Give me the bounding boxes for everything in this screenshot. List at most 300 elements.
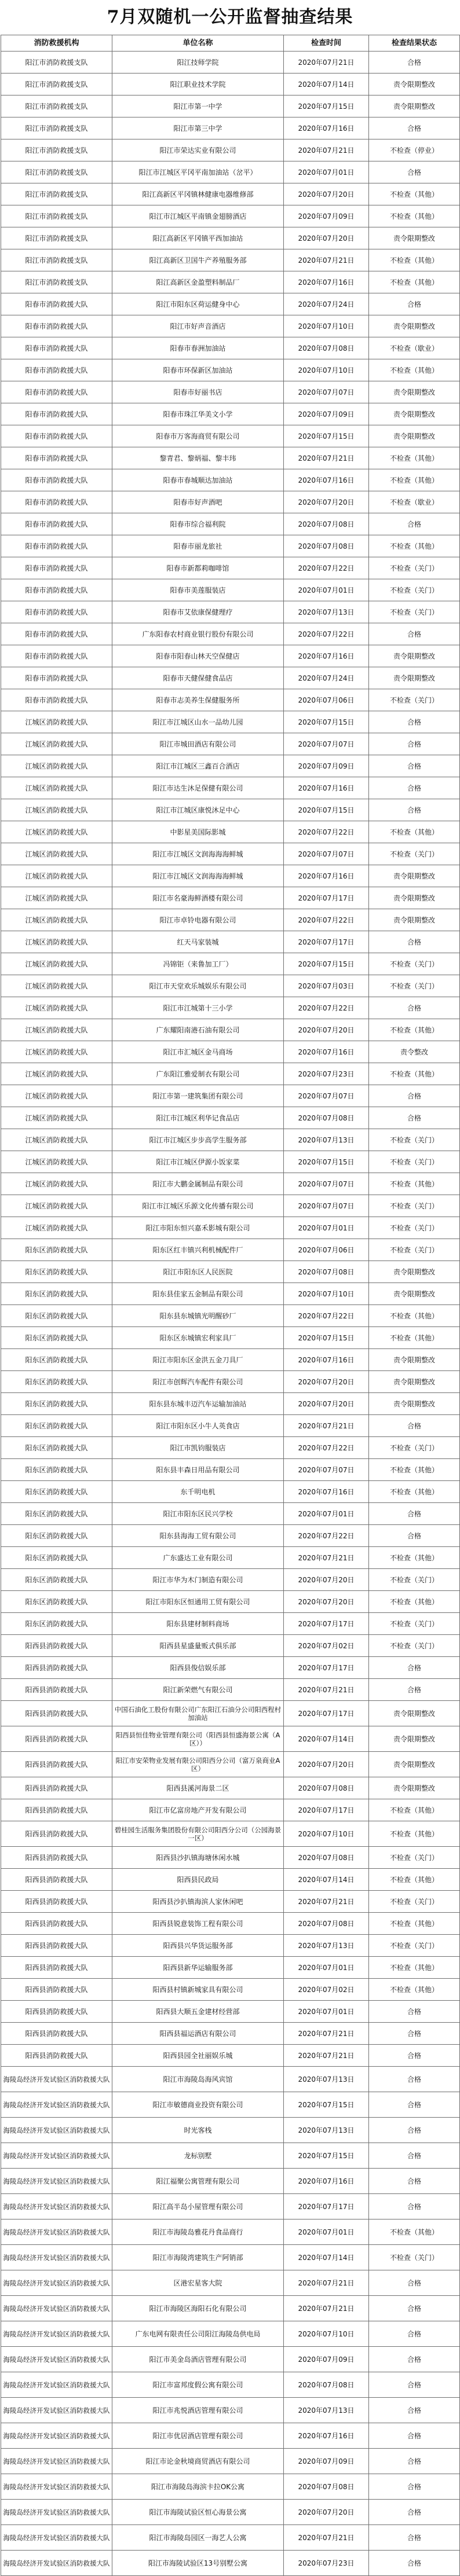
cell-date: 2020年07月21日 — [284, 52, 369, 74]
cell-result: 不检查（关门） — [369, 975, 460, 997]
cell-unit: 阳西县大顺五金建材经营部 — [112, 2001, 284, 2023]
cell-result: 合格 — [369, 777, 460, 799]
table-row — [1, 95, 460, 117]
cell-unit: 阳江市达生沐足保健有限公司 — [112, 777, 284, 799]
cell-result: 合格 — [369, 2023, 460, 2045]
cell-result: 责令限期整改 — [369, 1349, 460, 1371]
cell-unit: 阳江市兆悦酒店管理有限公司 — [112, 2398, 284, 2423]
table-row — [1, 2474, 460, 2500]
table-row — [1, 2169, 460, 2194]
table-row — [1, 953, 460, 975]
table-row — [1, 821, 460, 843]
results-table — [1, 35, 460, 2576]
table-row — [1, 2449, 460, 2474]
cell-unit: 阳江市江城区山水一品幼儿园 — [112, 711, 284, 733]
cell-unit: 阳西县溪河海景二区 — [112, 1777, 284, 1799]
cell-date: 2020年07月07日 — [284, 1195, 369, 1217]
cell-result: 合格 — [369, 1525, 460, 1547]
cell-org: 阳西县消防救援大队 — [1, 1957, 112, 1979]
table-row — [1, 711, 460, 733]
cell-result: 不检查（其他） — [369, 205, 460, 227]
cell-unit: 阳东区东城镇宏利家具厂 — [112, 1327, 284, 1349]
cell-result: 不检查（关门） — [369, 953, 460, 975]
table-row — [1, 1869, 460, 1891]
table-row — [1, 2001, 460, 2023]
cell-result: 合格 — [369, 997, 460, 1019]
cell-org: 江城区消防救援大队 — [1, 865, 112, 887]
cell-date: 2020年07月24日 — [284, 667, 369, 689]
cell-unit: 阳江市好声音酒店 — [112, 315, 284, 337]
cell-unit: 阳江市优居酒店管理有限公司 — [112, 2423, 284, 2449]
cell-unit: 阳江市天堂欢乐城娱乐有限公司 — [112, 975, 284, 997]
cell-unit: 阳春市环保新区加油站 — [112, 359, 284, 381]
cell-unit: 阳西县村镇新城家具有限公司 — [112, 1979, 284, 2001]
cell-org: 海陵岛经济开发试验区消防救援大队 — [1, 2398, 112, 2423]
cell-unit: 阳江市卓铃电器有限公司 — [112, 909, 284, 931]
table-row — [1, 491, 460, 513]
cell-date: 2020年07月09日 — [284, 403, 369, 425]
cell-org: 江城区消防救援大队 — [1, 1151, 112, 1173]
cell-unit: 阳江市第一中学 — [112, 95, 284, 117]
cell-unit: 黎青君、黎炳福、黎丰玮 — [112, 447, 284, 469]
cell-org: 阳春市消防救援大队 — [1, 491, 112, 513]
cell-unit: 阳东县建材制料商场 — [112, 1613, 284, 1635]
cell-unit: 阳江市海陵试验区13号别墅公寓 — [112, 2551, 284, 2576]
cell-unit: 阳江市江城区平冈平南加油站（岔平） — [112, 161, 284, 183]
cell-result: 责令限期整改 — [369, 315, 460, 337]
cell-unit: 阳江市凯钧服装店 — [112, 1437, 284, 1459]
cell-result: 合格 — [369, 623, 460, 645]
cell-org: 阳江市消防救援支队 — [1, 74, 112, 95]
cell-result: 责令限期整改 — [369, 95, 460, 117]
cell-result: 不检查（其他） — [369, 1547, 460, 1569]
cell-result: 责令限期整改 — [369, 909, 460, 931]
cell-date: 2020年07月17日 — [284, 1613, 369, 1635]
table-row — [1, 1891, 460, 1913]
table-row — [1, 1525, 460, 1547]
cell-date: 2020年07月21日 — [284, 1891, 369, 1913]
cell-org: 海陵岛经济开发试验区消防救援大队 — [1, 2525, 112, 2551]
cell-date: 2020年07月21日 — [284, 1547, 369, 1569]
cell-unit: 阳江高新区平冈镇平西加油站 — [112, 227, 284, 249]
cell-result: 不检查（其他） — [369, 535, 460, 557]
table-row — [1, 1752, 460, 1777]
cell-date: 2020年07月09日 — [284, 755, 369, 777]
cell-result: 责令限期整改 — [369, 1371, 460, 1393]
cell-result: 不检查（关门） — [369, 1635, 460, 1657]
cell-unit: 阳春市丽龙旅社 — [112, 535, 284, 557]
cell-result: 合格 — [369, 2092, 460, 2118]
cell-result: 不检查（歇业） — [369, 337, 460, 359]
cell-org: 海陵岛经济开发试验区消防救援大队 — [1, 2118, 112, 2143]
cell-date: 2020年07月17日 — [284, 887, 369, 909]
cell-date: 2020年07月13日 — [284, 601, 369, 623]
cell-org: 江城区消防救援大队 — [1, 799, 112, 821]
cell-unit: 阳江市海陵岛园区一海艺人公寓 — [112, 2525, 284, 2551]
cell-unit: 阳江高半岛小屋管理有限公司 — [112, 2194, 284, 2219]
table-row — [1, 1349, 460, 1371]
cell-date: 2020年07月15日 — [284, 711, 369, 733]
cell-unit: 区港宏星客大院 — [112, 2270, 284, 2296]
table-row — [1, 249, 460, 271]
cell-date: 2020年07月17日 — [284, 1799, 369, 1821]
table-row — [1, 579, 460, 601]
cell-date: 2020年07月06日 — [284, 689, 369, 711]
cell-org: 阳东区消防救援大队 — [1, 1327, 112, 1349]
table-row — [1, 2270, 460, 2296]
cell-org: 江城区消防救援大队 — [1, 1217, 112, 1239]
cell-date: 2020年07月10日 — [284, 315, 369, 337]
cell-org: 阳春市消防救援大队 — [1, 667, 112, 689]
cell-unit: 阳春市万客海商贸有限公司 — [112, 425, 284, 447]
cell-unit: 阳江市富邦度假公寓有限公司 — [112, 2372, 284, 2398]
cell-org: 海陵岛经济开发试验区消防救援大队 — [1, 2474, 112, 2500]
cell-unit: 阳江市江城区利华记食品店 — [112, 1107, 284, 1129]
table-row — [1, 1437, 460, 1459]
table-row — [1, 469, 460, 491]
cell-unit: 阳西县兴华货运服务部 — [112, 1935, 284, 1957]
table-row — [1, 1415, 460, 1437]
header-date: 检查时间 — [284, 35, 369, 52]
cell-result: 不检查（关门） — [369, 1437, 460, 1459]
cell-result: 责令限期整改 — [369, 1726, 460, 1752]
cell-result: 合格 — [369, 2474, 460, 2500]
cell-date: 2020年07月09日 — [284, 2449, 369, 2474]
cell-org: 阳东区消防救援大队 — [1, 1503, 112, 1525]
cell-date: 2020年07月16日 — [284, 1481, 369, 1503]
table-row — [1, 1679, 460, 1701]
cell-unit: 阳西县园全社丽娱乐城 — [112, 2045, 284, 2067]
table-row — [1, 2372, 460, 2398]
cell-date: 2020年07月24日 — [284, 293, 369, 315]
cell-org: 阳东区消防救援大队 — [1, 1459, 112, 1481]
table-row — [1, 1979, 460, 2001]
cell-result: 不检查（其他） — [369, 1869, 460, 1891]
cell-org: 江城区消防救援大队 — [1, 843, 112, 865]
cell-unit: 阳江新荣燃气有限公司 — [112, 1679, 284, 1701]
cell-result: 合格 — [369, 799, 460, 821]
table-row — [1, 1041, 460, 1063]
cell-org: 江城区消防救援大队 — [1, 1195, 112, 1217]
cell-unit: 阳江市海陵岛海滨卡拉OK公寓 — [112, 2474, 284, 2500]
table-row — [1, 601, 460, 623]
cell-date: 2020年07月14日 — [284, 1726, 369, 1752]
cell-date: 2020年07月21日 — [284, 139, 369, 161]
cell-unit: 阳江市江城区文润海海海鲜城 — [112, 865, 284, 887]
cell-result: 合格 — [369, 2525, 460, 2551]
table-row — [1, 1847, 460, 1869]
cell-date: 2020年07月14日 — [284, 2245, 369, 2270]
cell-date: 2020年07月20日 — [284, 1393, 369, 1415]
cell-org: 海陵岛经济开发试验区消防救援大队 — [1, 2219, 112, 2245]
cell-org: 阳西县消防救援大队 — [1, 1799, 112, 1821]
cell-org: 阳春市消防救援大队 — [1, 579, 112, 601]
cell-org: 阳西县消防救援大队 — [1, 1701, 112, 1726]
cell-org: 阳西县消防救援大队 — [1, 2001, 112, 2023]
table-row — [1, 755, 460, 777]
cell-org: 江城区消防救援大队 — [1, 887, 112, 909]
cell-date: 2020年07月07日 — [284, 1459, 369, 1481]
table-row — [1, 997, 460, 1019]
cell-date: 2020年07月06日 — [284, 1239, 369, 1261]
cell-result: 不检查（关门） — [369, 601, 460, 623]
cell-result: 不检查（其他） — [369, 271, 460, 293]
cell-org: 江城区消防救援大队 — [1, 1173, 112, 1195]
cell-date: 2020年07月20日 — [284, 1591, 369, 1613]
table-row — [1, 1151, 460, 1173]
cell-org: 阳东区消防救援大队 — [1, 1239, 112, 1261]
table-row — [1, 183, 460, 205]
cell-date: 2020年07月08日 — [284, 2372, 369, 2398]
table-row — [1, 1063, 460, 1085]
table-row — [1, 403, 460, 425]
cell-unit: 阳江市大鹏金属制品有限公司 — [112, 1173, 284, 1195]
cell-date: 2020年07月08日 — [284, 535, 369, 557]
cell-org: 阳春市消防救援大队 — [1, 645, 112, 667]
table-row — [1, 733, 460, 755]
cell-date: 2020年07月16日 — [284, 1041, 369, 1063]
cell-result: 合格 — [369, 2270, 460, 2296]
table-row — [1, 1129, 460, 1151]
cell-unit: 广东耀阳南港石油有限公司 — [112, 1019, 284, 1041]
cell-date: 2020年07月20日 — [284, 2500, 369, 2525]
cell-date: 2020年07月20日 — [284, 1569, 369, 1591]
cell-date: 2020年07月13日 — [284, 2118, 369, 2143]
table-body — [1, 52, 460, 2576]
cell-org: 阳春市消防救援大队 — [1, 623, 112, 645]
cell-date: 2020年07月10日 — [284, 359, 369, 381]
cell-unit: 阳江职业技术学院 — [112, 74, 284, 95]
cell-result: 不检查（其他） — [369, 447, 460, 469]
cell-result: 不检查（其他） — [369, 1173, 460, 1195]
cell-result: 合格 — [369, 2398, 460, 2423]
cell-date: 2020年07月16日 — [284, 2423, 369, 2449]
cell-org: 海陵岛经济开发试验区消防救援大队 — [1, 2169, 112, 2194]
cell-result: 合格 — [369, 2143, 460, 2169]
cell-date: 2020年07月10日 — [284, 2321, 369, 2347]
cell-date: 2020年07月17日 — [284, 1657, 369, 1679]
cell-date: 2020年07月01日 — [284, 579, 369, 601]
cell-result: 不检查（其他） — [369, 1979, 460, 2001]
cell-unit: 阳春市春洲加油站 — [112, 337, 284, 359]
cell-org: 阳东区消防救援大队 — [1, 1613, 112, 1635]
table-row — [1, 777, 460, 799]
cell-org: 江城区消防救援大队 — [1, 1085, 112, 1107]
cell-org: 阳东区消防救援大队 — [1, 1371, 112, 1393]
table-row — [1, 1305, 460, 1327]
cell-unit: 阳江市江城区康悦沐足中心 — [112, 799, 284, 821]
cell-org: 江城区消防救援大队 — [1, 909, 112, 931]
cell-unit: 阳江市江城区平南镇金翅膀酒店 — [112, 205, 284, 227]
cell-org: 阳东区消防救援大队 — [1, 1525, 112, 1547]
cell-date: 2020年07月16日 — [284, 2169, 369, 2194]
cell-org: 江城区消防救援大队 — [1, 1041, 112, 1063]
table-row — [1, 843, 460, 865]
cell-unit: 阳春市珠江华美文小学 — [112, 403, 284, 425]
table-row — [1, 667, 460, 689]
cell-date: 2020年07月07日 — [284, 843, 369, 865]
cell-date: 2020年07月02日 — [284, 1979, 369, 2001]
table-row — [1, 293, 460, 315]
cell-unit: 阳江市城田酒店有限公司 — [112, 733, 284, 755]
cell-date: 2020年07月01日 — [284, 1217, 369, 1239]
cell-unit: 阳春市综合福利院 — [112, 513, 284, 535]
cell-date: 2020年07月01日 — [284, 2219, 369, 2245]
cell-result: 不检查（其他） — [369, 2219, 460, 2245]
table-row — [1, 1635, 460, 1657]
cell-org: 阳江市消防救援支队 — [1, 227, 112, 249]
cell-org: 阳春市消防救援大队 — [1, 535, 112, 557]
cell-org: 阳江市消防救援支队 — [1, 95, 112, 117]
cell-result: 合格 — [369, 2347, 460, 2372]
cell-result: 合格 — [369, 161, 460, 183]
cell-unit: 时光客栈 — [112, 2118, 284, 2143]
cell-org: 阳春市消防救援大队 — [1, 557, 112, 579]
cell-org: 阳西县消防救援大队 — [1, 1752, 112, 1777]
cell-date: 2020年07月07日 — [284, 1173, 369, 1195]
cell-date: 2020年07月10日 — [284, 1821, 369, 1847]
cell-result: 不检查（关门） — [369, 579, 460, 601]
table-row — [1, 2423, 460, 2449]
cell-org: 阳春市消防救援大队 — [1, 513, 112, 535]
cell-result: 不检查（关门） — [369, 1129, 460, 1151]
cell-date: 2020年07月07日 — [284, 1085, 369, 1107]
table-row — [1, 1547, 460, 1569]
cell-date: 2020年07月21日 — [284, 2525, 369, 2551]
table-row — [1, 315, 460, 337]
cell-result: 不检查（关门） — [369, 557, 460, 579]
table-row — [1, 931, 460, 953]
cell-unit: 阳东县东城丰迈汽车运输加油站 — [112, 1393, 284, 1415]
cell-result: 不检查（其他） — [369, 1459, 460, 1481]
cell-date: 2020年07月21日 — [284, 249, 369, 271]
cell-org: 阳西县消防救援大队 — [1, 1821, 112, 1847]
cell-unit: 阳西县星盛量贩式俱乐部 — [112, 1635, 284, 1657]
cell-date: 2020年07月01日 — [284, 1957, 369, 1979]
cell-result: 合格 — [369, 2169, 460, 2194]
cell-unit: 阳江市阳东区人民医院 — [112, 1261, 284, 1283]
cell-unit: 冯锦钜（来鲁加工厂） — [112, 953, 284, 975]
cell-result: 责令限期整改 — [369, 667, 460, 689]
cell-result: 不检查（关门） — [369, 1217, 460, 1239]
cell-date: 2020年07月21日 — [284, 1679, 369, 1701]
cell-org: 阳东区消防救援大队 — [1, 1393, 112, 1415]
cell-org: 海陵岛经济开发试验区消防救援大队 — [1, 2500, 112, 2525]
table-row — [1, 1283, 460, 1305]
cell-date: 2020年07月20日 — [284, 1371, 369, 1393]
cell-unit: 阳春市阳春山林天空保健店 — [112, 645, 284, 667]
cell-unit: 阳江市阳东区小牛人英食店 — [112, 1415, 284, 1437]
cell-unit: 阳春市天健保健食品店 — [112, 667, 284, 689]
cell-org: 阳西县消防救援大队 — [1, 1847, 112, 1869]
cell-org: 江城区消防救援大队 — [1, 953, 112, 975]
table-row — [1, 1799, 460, 1821]
cell-org: 阳春市消防救援大队 — [1, 447, 112, 469]
table-row — [1, 1459, 460, 1481]
cell-org: 阳春市消防救援大队 — [1, 469, 112, 491]
cell-date: 2020年07月21日 — [284, 2045, 369, 2067]
cell-date: 2020年07月01日 — [284, 2001, 369, 2023]
cell-unit: 阳春市春城顺达加油站 — [112, 469, 284, 491]
table-row — [1, 52, 460, 74]
table-row — [1, 799, 460, 821]
cell-unit: 阳江技师学院 — [112, 52, 284, 74]
header-result: 检查结果状态 — [369, 35, 460, 52]
cell-result: 合格 — [369, 2001, 460, 2023]
cell-org: 阳春市消防救援大队 — [1, 689, 112, 711]
cell-org: 江城区消防救援大队 — [1, 777, 112, 799]
cell-unit: 红天马家装城 — [112, 931, 284, 953]
table-row — [1, 1569, 460, 1591]
cell-date: 2020年07月22日 — [284, 623, 369, 645]
cell-date: 2020年07月13日 — [284, 1935, 369, 1957]
table-row — [1, 909, 460, 931]
cell-org: 江城区消防救援大队 — [1, 997, 112, 1019]
cell-result: 不检查（其他） — [369, 469, 460, 491]
cell-org: 海陵岛经济开发试验区消防救援大队 — [1, 2449, 112, 2474]
table-row — [1, 447, 460, 469]
cell-date: 2020年07月21日 — [284, 1415, 369, 1437]
cell-result: 合格 — [369, 2118, 460, 2143]
table-row — [1, 1173, 460, 1195]
table-row — [1, 1503, 460, 1525]
cell-result: 合格 — [369, 2067, 460, 2092]
cell-org: 阳西县消防救援大队 — [1, 1913, 112, 1935]
cell-unit: 阳江市江城区步步高学生服务部 — [112, 1129, 284, 1151]
table-row — [1, 1481, 460, 1503]
cell-unit: 阳江高新区卫国牛产养殖服务部 — [112, 249, 284, 271]
cell-org: 江城区消防救援大队 — [1, 1129, 112, 1151]
cell-date: 2020年07月15日 — [284, 425, 369, 447]
table-row — [1, 1019, 460, 1041]
cell-result: 责令限期整改 — [369, 1283, 460, 1305]
cell-unit: 阳江市阳东区恒通用工贸有限公司 — [112, 1591, 284, 1613]
cell-org: 海陵岛经济开发试验区消防救援大队 — [1, 2551, 112, 2576]
cell-unit: 中影星美国际影城 — [112, 821, 284, 843]
cell-date: 2020年07月16日 — [284, 117, 369, 139]
table-row — [1, 2045, 460, 2067]
cell-result: 不检查（其他） — [369, 1481, 460, 1503]
table-row — [1, 1821, 460, 1847]
cell-result: 合格 — [369, 711, 460, 733]
cell-org: 阳东区消防救援大队 — [1, 1481, 112, 1503]
cell-org: 阳东区消防救援大队 — [1, 1569, 112, 1591]
cell-org: 海陵岛经济开发试验区消防救援大队 — [1, 2423, 112, 2449]
cell-date: 2020年07月22日 — [284, 821, 369, 843]
cell-date: 2020年07月23日 — [284, 1063, 369, 1085]
cell-date: 2020年07月15日 — [284, 799, 369, 821]
table-row — [1, 2194, 460, 2219]
table-row — [1, 1613, 460, 1635]
cell-org: 阳江市消防救援支队 — [1, 183, 112, 205]
table-row — [1, 2092, 460, 2118]
cell-date: 2020年07月16日 — [284, 777, 369, 799]
cell-unit: 阳东县佳家五金制品有限公司 — [112, 1283, 284, 1305]
cell-unit: 阳江市阳东区民兴学校 — [112, 1503, 284, 1525]
cell-result: 责令限期整改 — [369, 403, 460, 425]
cell-unit: 阳东区红丰镇兴利机械配件厂 — [112, 1239, 284, 1261]
cell-org: 阳西县消防救援大队 — [1, 1679, 112, 1701]
cell-org: 江城区消防救援大队 — [1, 733, 112, 755]
cell-date: 2020年07月08日 — [284, 337, 369, 359]
cell-org: 阳春市消防救援大队 — [1, 403, 112, 425]
cell-org: 阳东区消防救援大队 — [1, 1591, 112, 1613]
table-row — [1, 1085, 460, 1107]
table-row — [1, 205, 460, 227]
cell-unit: 阳东县丰森日用品有限公司 — [112, 1459, 284, 1481]
cell-org: 阳东区消防救援大队 — [1, 1547, 112, 1569]
cell-result: 合格 — [369, 52, 460, 74]
